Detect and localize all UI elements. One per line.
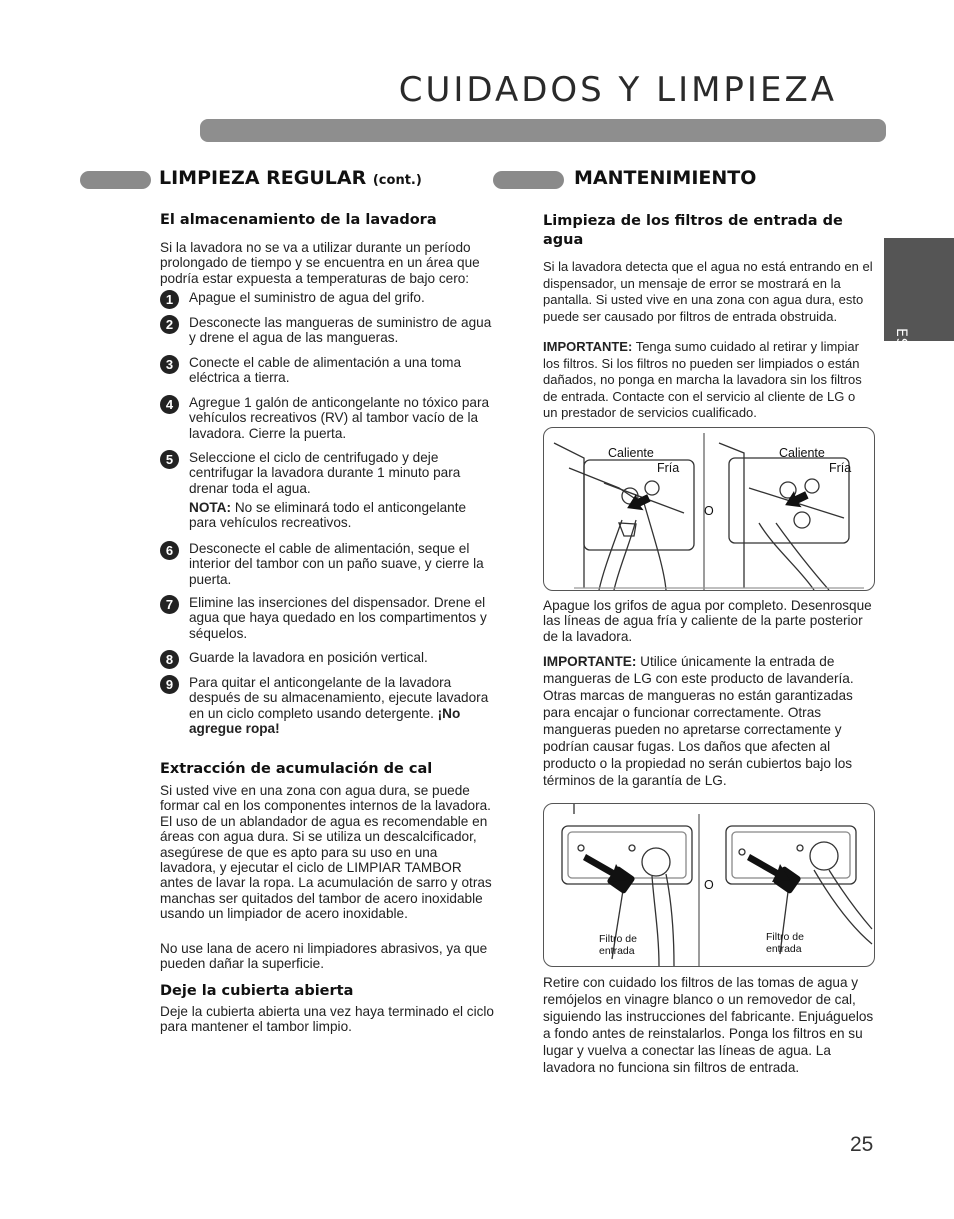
step-text: Agregue 1 galón de anticongelante no tóxico para vehículos recreativos (RV) al tambor vacío de la lavadora. Cierre la puerta. xyxy=(189,395,490,441)
section-marker-right xyxy=(493,171,564,189)
step-number: 2 xyxy=(160,315,179,334)
step-number: 9 xyxy=(160,675,179,694)
section-title-text: LIMPIEZA REGULAR xyxy=(159,167,367,189)
language-tab-label: ESPAÑOL xyxy=(893,328,909,400)
step-text-wrap xyxy=(189,675,494,737)
important-label: IMPORTANTE: xyxy=(543,339,633,354)
filter-label-1: Filtro de entrada xyxy=(599,933,637,957)
hot-label-2: Caliente xyxy=(779,446,825,460)
storage-intro: Si la lavadora no se va a utilizar durante un período prolongado de tiempo y se encuentra en un área que podría estar expuesta a temperaturas de bajo cero: xyxy=(160,240,480,286)
filters-paragraph-1: Si la lavadora detecta que el agua no está entrando en el dispensador, un mensaje de error se mostrará en la pantalla. Si usted vive en una zona con agua dura, esto puede ser causado por filtros de entrada obstruida. xyxy=(543,259,873,324)
important-text: Tenga sumo cuidado al retirar y limpiar los filtros. Si los filtros no pueden ser limpiados o están dañados, no ponga en marcha la lavadora sin los filtros de entrada. Contacte con el servicio al cliente de LG o un prestador de servicios cualificado. xyxy=(543,339,862,420)
step-text: Conecte el cable de alimentación a una toma eléctrica a tierra. xyxy=(189,355,462,386)
filter-label-2: Filtro de entrada xyxy=(766,931,804,955)
step-number: 6 xyxy=(160,541,179,560)
step-text: Desconecte el cable de alimentación, seque el interior del tambor con un paño suave, y cierre la puerta. xyxy=(189,541,484,587)
filters-figure xyxy=(543,803,875,967)
step-number: 1 xyxy=(160,290,179,309)
scale-paragraph-1: Si usted vive en una zona con agua dura, se puede formar cal en los componentes internos de la lavadora. El uso de un ablandador de agua es recomendable en áreas con agua dura. Si se utiliza un descalcificador, asegúrese de que es apto para su uso en una lavadora, y ejecutar el ciclo de LIMPIAR TAMBOR antes de lavar la ropa. La acumulación de sarro y otras manchas ser quitados del tambor de acero inoxidable usando un limpiador de acero inoxidable. xyxy=(160,783,492,922)
door-heading: Deje la cubierta abierta xyxy=(160,983,354,999)
or-label-2: O xyxy=(704,878,714,892)
section-title-limpieza xyxy=(159,167,422,189)
scale-heading: Extracción de acumulación de cal xyxy=(160,761,433,777)
hot-label-1: Caliente xyxy=(608,446,654,460)
filters-important-1 xyxy=(543,339,873,422)
important-text: Utilice únicamente la entrada de mangueras de LG con este producto de lavandería. Otras marcas de mangueras no están garantizadas para encajar o funcionar correctamente. Otras mangueras pueden no apretarse correctamente y podrían causar fugas. Los daños que afecten al producto o la propiedad no serán cubiertos bajo los términos de la garantía de LG. xyxy=(543,654,854,788)
step-text: Apague el suministro de agua del grifo. xyxy=(189,290,425,305)
step-text: Elimine las inserciones del dispensador. Drene el agua que haya quedado en los compartimentos y séquelos. xyxy=(189,595,487,641)
door-paragraph: Deje la cubierta abierta una vez haya terminado el ciclo para mantener el tambor limpio. xyxy=(160,1004,494,1035)
step-number: 4 xyxy=(160,395,179,414)
page-number: 25 xyxy=(850,1133,874,1156)
step-number: 7 xyxy=(160,595,179,614)
section-marker-left xyxy=(80,171,151,189)
note-text: No se eliminará todo el anticongelante para vehículos recreativos. xyxy=(189,500,467,531)
hoses-figure xyxy=(543,427,875,591)
step-number: 8 xyxy=(160,650,179,669)
note-label: NOTA: xyxy=(189,500,232,515)
page-title: CUIDADOS Y LIMPIEZA xyxy=(398,70,837,110)
language-tab xyxy=(884,238,954,400)
important-label: IMPORTANTE: xyxy=(543,654,637,669)
cold-label-1: Fría xyxy=(657,461,680,475)
step-text: Guarde la lavadora en posición vertical. xyxy=(189,650,428,665)
filters-paragraph-3: Retire con cuidado los filtros de las tomas de agua y remójelos en vinagre blanco o un removedor de cal, siguiendo las instrucciones del fabricante. Enjuáguelos a fondo antes de reinstalarlos. Ponga los filtros en su lugar y vuelva a conectar las líneas de agua. La lavadora no funciona sin filtros de entrada. xyxy=(543,975,874,1075)
step-text: Desconecte las mangueras de suministro de agua y drene el agua de las mangueras. xyxy=(189,315,492,346)
step-text: Seleccione el ciclo de centrifugado y deje centrifugar la lavadora durante 1 minuto para drenar toda el agua. xyxy=(189,450,461,496)
title-bar xyxy=(200,119,886,142)
cold-label-2: Fría xyxy=(829,461,852,475)
section-title-mantenimiento: MANTENIMIENTO xyxy=(574,167,757,189)
filters-paragraph-2: Apague los grifos de agua por completo. Desenrosque las líneas de agua fría y caliente de la parte posterior de la lavadora. xyxy=(543,598,872,644)
filters-heading: Limpieza de los filtros de entrada de agua xyxy=(543,213,843,248)
step-number: 3 xyxy=(160,355,179,374)
step-5-note xyxy=(189,500,494,531)
scale-paragraph-2: No use lana de acero ni limpiadores abrasivos, ya que pueden dañar la superficie. xyxy=(160,941,488,972)
section-title-suffix: (cont.) xyxy=(372,173,422,188)
filters-important-2 xyxy=(543,653,875,789)
step-9-warning: ¡No agregue ropa! xyxy=(189,705,461,737)
storage-heading: El almacenamiento de la lavadora xyxy=(160,212,437,228)
step-number: 5 xyxy=(160,450,179,469)
or-label-1: O xyxy=(704,504,714,518)
step-text: Para quitar el anticongelante de la lavadora después de su almacenamiento, ejecute lavadora en un ciclo completo usando detergente. xyxy=(189,675,489,721)
